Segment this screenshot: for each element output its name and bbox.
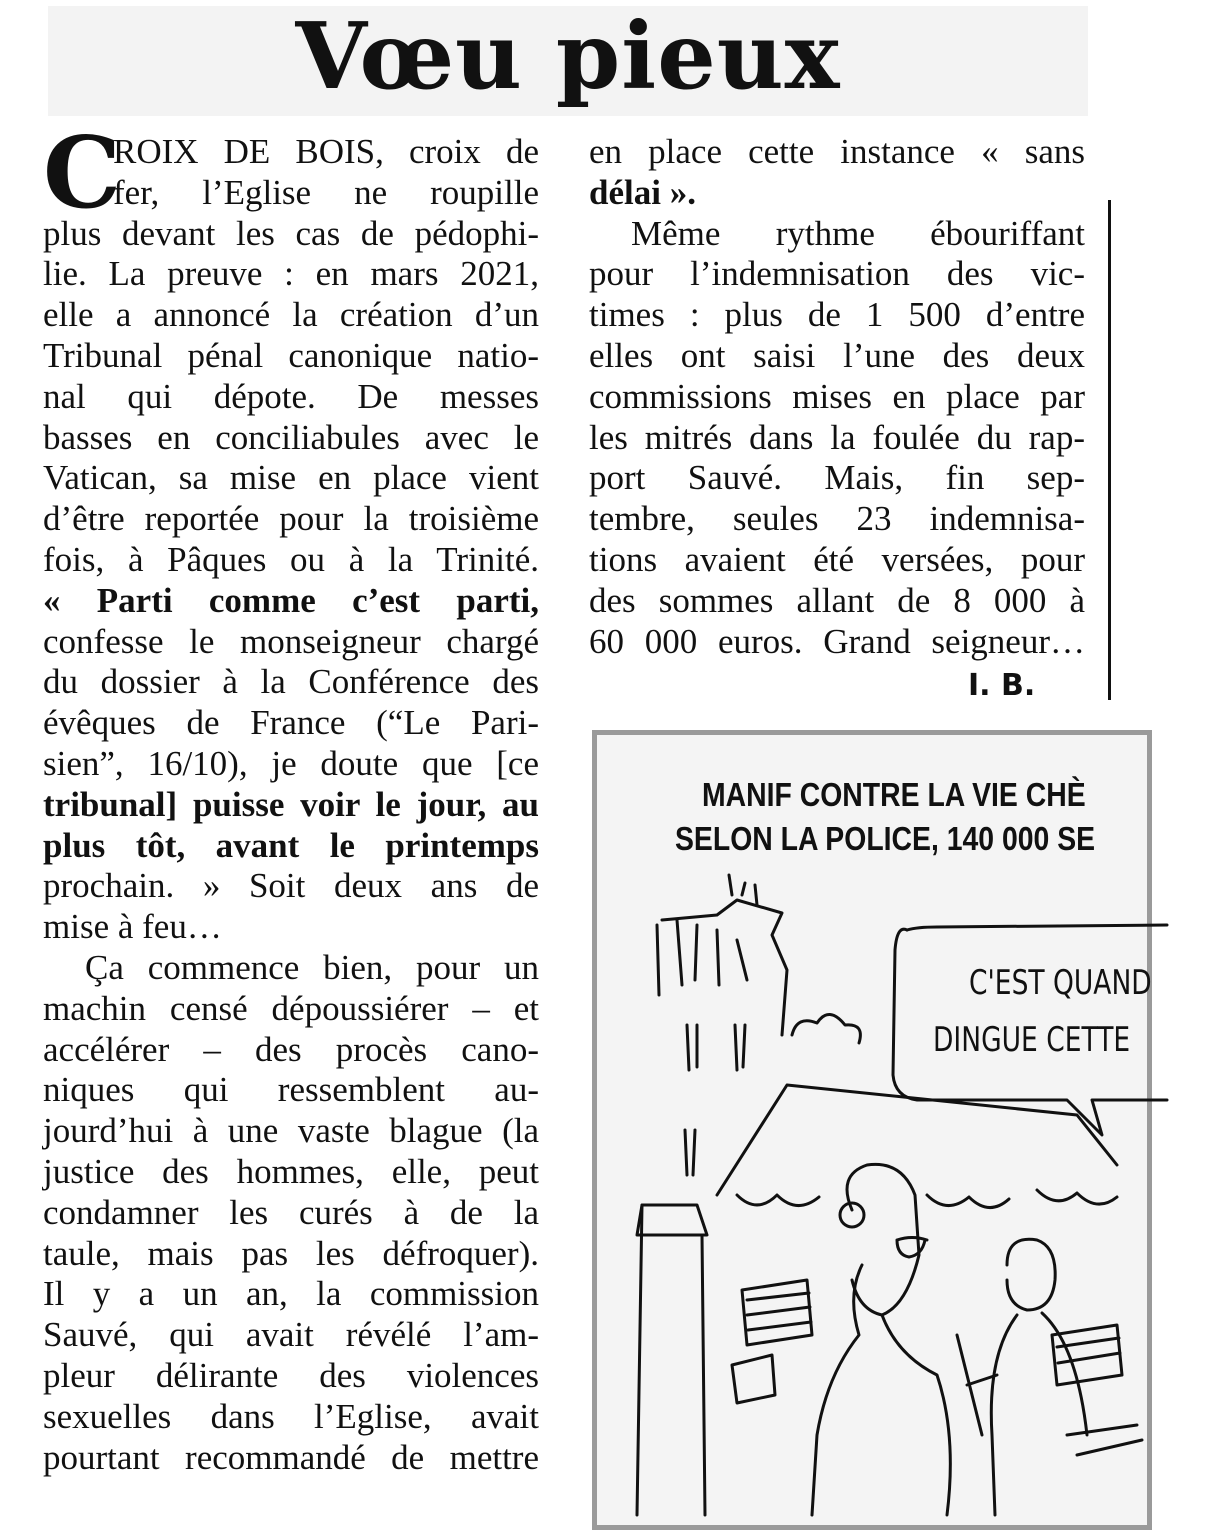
text-line: Il y a un an, la commission xyxy=(43,1274,539,1314)
text-line: pour l’indemnisation des vic- xyxy=(589,254,1085,294)
text-line: du dossier à la Conférence des xyxy=(43,662,539,702)
text-line: fois, à Pâques ou à la Trinité. xyxy=(43,539,539,579)
text-line-bold: « Parti comme c’est parti, xyxy=(43,580,539,620)
text-line: Même rythme ébouriffant xyxy=(631,213,1085,253)
text-line: ROIX DE BOIS, croix de xyxy=(113,132,539,171)
cartoon-panel xyxy=(592,730,1152,1530)
text-line: accélérer – des procès cano- xyxy=(43,1029,539,1069)
text-line: plus devant les cas de pédophi- xyxy=(43,213,539,253)
speech-bubble-text: DINGUE CETTE xyxy=(933,1020,1131,1060)
text-line: fer, l’Eglise ne roupille xyxy=(113,172,539,212)
text-line-bold: délai ». xyxy=(589,172,696,212)
text-line: mise à feu… xyxy=(43,907,222,947)
text-line: sexuelles dans l’Eglise, avait xyxy=(43,1396,539,1436)
headline: Vœu pieux xyxy=(48,6,1088,116)
text-line: Tribunal pénal canonique natio- xyxy=(43,335,539,375)
text-line: Vatican, sa mise en place vient xyxy=(43,458,539,498)
text-line: elle a annoncé la création d’un xyxy=(43,295,539,335)
text-line: lie. La preuve : en mars 2021, xyxy=(43,254,539,294)
text-line: machin censé dépoussiérer – et xyxy=(43,988,539,1028)
text-line: basses en conciliabules avec le xyxy=(43,417,539,457)
text-line: jourd’hui à une vaste blague (la xyxy=(43,1111,539,1151)
text-line: taule, mais pas les défroquer). xyxy=(43,1233,539,1273)
drop-cap: C xyxy=(43,116,121,231)
text-line: des sommes allant de 8 000 à xyxy=(589,580,1085,620)
text-line: en place cette instance « sans xyxy=(589,132,1085,171)
text-line: confesse le monseigneur chargé xyxy=(43,621,539,661)
text-line: niques qui ressemblent au- xyxy=(43,1070,539,1110)
text-line: Ça commence bien, pour un xyxy=(85,947,539,987)
text-line: prochain. » Soit deux ans de xyxy=(43,866,539,906)
text-line: Sauvé, qui avait révélé l’am- xyxy=(43,1315,539,1355)
text-line: nal qui dépote. De messes xyxy=(43,376,539,416)
article-column-right xyxy=(589,132,1085,662)
cartoon-caption: MANIF CONTRE LA VIE CHÈ xyxy=(702,776,1086,813)
text-line: pleur délirante des violences xyxy=(43,1355,539,1395)
text-line: pourtant recommandé de mettre xyxy=(43,1437,539,1477)
text-line: 60 000 euros. Grand seigneur… xyxy=(589,621,1085,661)
author-signature: I. B. xyxy=(968,668,1036,703)
text-line: commissions mises en place par xyxy=(589,376,1085,416)
text-line: elles ont saisi l’une des deux xyxy=(589,335,1085,375)
text-line: sien”, 16/10), je doute que [ce xyxy=(43,743,539,783)
speech-bubble-text: C'EST QUAND xyxy=(969,963,1152,1003)
text-line: d’être reportée pour la troisième xyxy=(43,499,539,539)
text-line: condamner les curés à de la xyxy=(43,1192,539,1232)
text-line: évêques de France (“Le Pari- xyxy=(43,703,539,743)
text-line-bold: plus tôt, avant le printemps xyxy=(43,825,539,865)
text-line-bold: tribunal] puisse voir le jour, au xyxy=(43,784,539,824)
column-rule xyxy=(1108,200,1111,700)
text-line: les mitrés dans la foulée du rap- xyxy=(589,417,1085,457)
text-line: justice des hommes, elle, peut xyxy=(43,1151,539,1191)
text-line: tions avaient été versées, pour xyxy=(589,539,1085,579)
article-column-left xyxy=(43,116,539,1478)
text-line: port Sauvé. Mais, fin sep- xyxy=(589,458,1085,498)
cartoon-caption: SELON LA POLICE, 140 000 SE xyxy=(675,820,1096,857)
cartoon-drawing xyxy=(597,735,1157,1535)
text-line: times : plus de 1 500 d’entre xyxy=(589,295,1085,335)
text-line: tembre, seules 23 indemnisa- xyxy=(589,499,1085,539)
